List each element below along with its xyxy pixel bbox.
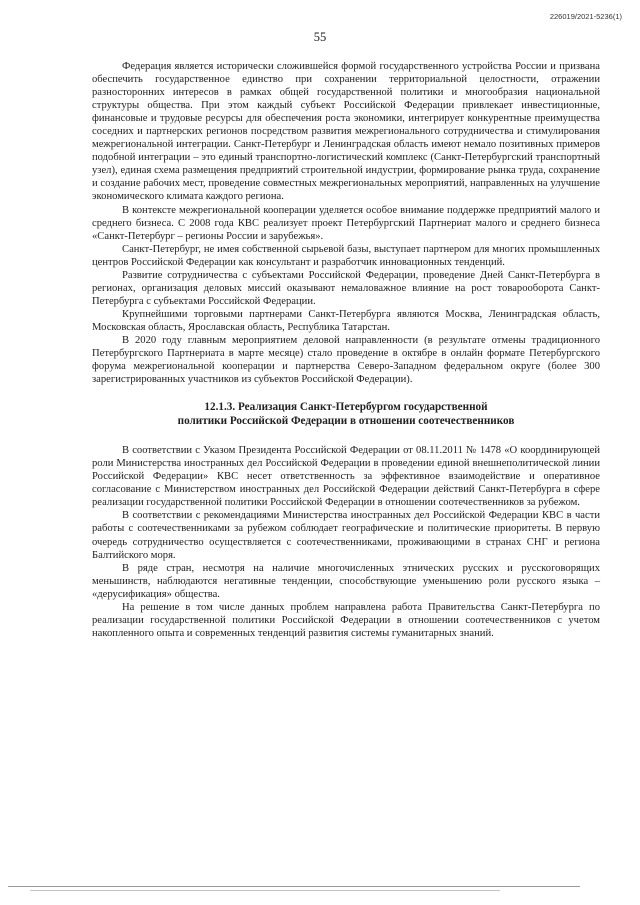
scan-line (30, 890, 500, 891)
section-heading-line-2: политики Российской Федерации в отношении соотечественников (177, 415, 515, 428)
paragraph-priorities: В соответствии с рекомендациями Министерства иностранных дел Российской Федерации КВС в части работы с соотечественниками за рубежом соблюдает географические и политические приоритеты. В первую очередь сотрудничество осуществляется с соотечественниками, проживающими в странах СНГ и региона Балтийского моря. (92, 510, 600, 561)
section-heading-line-1: 12.1.3. Реализация Санкт-Петербургом государственной (204, 401, 488, 414)
paragraph-small-business: В контексте межрегиональной кооперации уделяется особое внимание поддержке предприятий малого и среднего бизнеса. С 2008 года КВС реализует проект Петербургский Партнериат малого и среднего бизнеса «Санкт-Петербург – регионы России и зарубежья». (92, 204, 600, 242)
paragraph-cooperation: Развитие сотрудничества с субъектами Российской Федерации, проведение Дней Санкт-Петербурга в регионах, организация деловых миссий оказывают немаловажное влияние на рост товарооборота Санкт-Петербурга с субъектами Российской Федерации. (92, 269, 600, 307)
paragraph-forum-2020: В 2020 году главным мероприятием деловой направленности (в результате отмены традиционного Петербургского Партнериата в марте месяце) стало проведение в октябре в онлайн формате Петербургского форума межрегиональной кооперации и партнерства Северо-Западном федеральном округе (более 300 зарегистрированных участников из субъектов Российской Федерации). (92, 334, 600, 386)
paragraph-derussification: В ряде стран, несмотря на наличие многочисленных этнических русских и русскоговорящих меньшинств, наблюдаются негативные тенденции, способствующие уменьшению роли русского языка – «дерусификация» общества. (92, 562, 600, 600)
paragraph-consultant: Санкт-Петербург, не имея собственной сырьевой базы, выступает партнером для многих промышленных центров Российской Федерации как консультант и разработчик инновационных тенденций. (92, 243, 600, 268)
paragraph-government-work: На решение в том числе данных проблем направлена работа Правительства Санкт-Петербурга по реализации государственной политики Российской Федерации в отношении соотечественников с учетом накопленного опыта и современных тенденций развития системы гуманитарных знаний. (92, 601, 600, 639)
section-heading (92, 400, 600, 428)
scan-line (8, 886, 580, 887)
scan-edge-artifact (0, 884, 640, 896)
page-number: 55 (313, 30, 327, 44)
paragraph-federation: Федерация является исторически сложившейся формой государственного устройства России и призвана обеспечить государственное единство при сохранении территориальной целостности, отражении разносторонних интересов в рамках общей государственной политики и многообразия национальной структуры общества. При этом каждый субъект Российской Федерации привлекает инвестиционные, финансовые и трудовые ресурсы для обеспечения роста экономики, интегрирует конкурентные преимущества соседних и партнерских регионов посредством развития межрегионального сотрудничества и стимулирования межрегиональной интеграции. Санкт-Петербург и Ленинградская область имеют немало позитивных примеров подобной интеграции – это единый транспортно-логистический комплекс (Санкт-Петербургский транспортный узел), единая схема размещения предприятий строительной индустрии, формирование рынка труда, сохранение и создание рабочих мест, проведение совместных межрегиональных мероприятий, направленных на улучшение экономического климата каждого региона. (92, 61, 600, 203)
paragraph-trade-partners: Крупнейшими торговыми партнерами Санкт-Петербурга являются Москва, Ленинградская область, Московская область, Ярославская область, Республика Татарстан. (92, 308, 600, 333)
document-body (92, 60, 600, 640)
paragraph-presidential-decree: В соответствии с Указом Президента Российской Федерации от 08.11.2011 № 1478 «О координирующей роли Министерства иностранных дел Российской Федерации в проведении единой внешнеполитической линии Российской Федерации» КВС несет ответственность за эффективное взаимодействие и оперативное согласование с Министерством иностранных дел Российской Федерации действий Санкт-Петербурга в сфере реализации государственной политики Российской Федерации в отношении соотечественников за рубежом. (92, 445, 600, 509)
document-registration-number: 226019/2021-5236(1) (549, 12, 622, 21)
